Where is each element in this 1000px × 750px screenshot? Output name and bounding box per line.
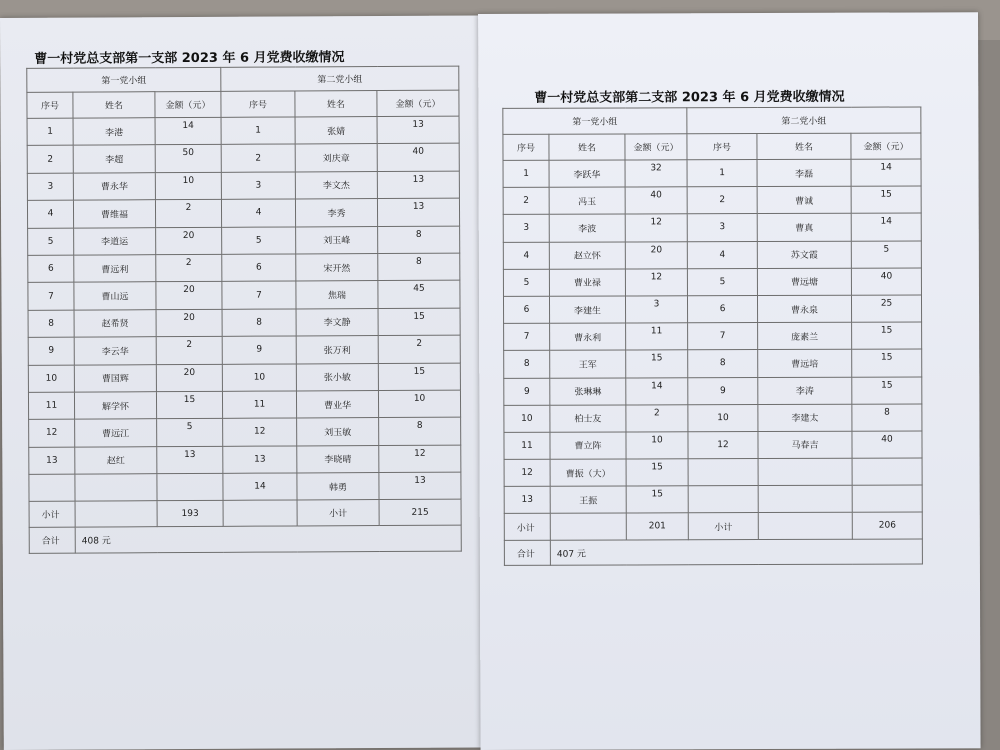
name-cell <box>758 485 852 513</box>
subtotal-cell: 小计 <box>504 514 550 541</box>
name-cell: 曹远利 <box>74 255 156 283</box>
seq-cell: 1 <box>687 160 757 187</box>
name-cell: 曹国辉 <box>74 364 156 392</box>
subtotal-cell: 206 <box>852 512 922 539</box>
amount-cell: 10 <box>378 390 460 418</box>
total-row <box>29 526 461 554</box>
column-header: 序号 <box>687 134 757 160</box>
table-row <box>28 335 460 365</box>
amount-cell: 8 <box>852 404 922 431</box>
column-header-row <box>27 90 459 118</box>
seq-cell: 10 <box>28 365 74 393</box>
total-value: 407 元 <box>550 539 922 565</box>
seq-cell: 14 <box>223 473 297 501</box>
name-cell: 曹业华 <box>296 390 378 418</box>
column-header: 序号 <box>221 91 295 117</box>
name-cell: 曹远江 <box>75 419 157 447</box>
amount-cell: 3 <box>625 296 687 323</box>
name-cell: 曹振（大） <box>550 459 626 486</box>
total-label: 合计 <box>504 541 550 566</box>
name-cell: 冯玉 <box>549 187 625 214</box>
amount-cell: 2 <box>156 254 222 282</box>
name-cell: 李云华 <box>74 337 156 365</box>
subtotal-cell: 小计 <box>29 502 75 528</box>
name-cell: 李文静 <box>296 308 378 336</box>
name-cell: 柏士友 <box>550 405 626 432</box>
table-row <box>504 458 922 487</box>
name-cell: 曹山远 <box>74 282 156 310</box>
group-header: 第一党小组 <box>27 67 221 92</box>
total-row <box>504 539 922 565</box>
table-row <box>503 159 921 188</box>
table-row <box>503 268 921 297</box>
seq-cell: 6 <box>222 254 296 282</box>
seq-cell: 7 <box>28 282 74 310</box>
column-header-row <box>503 133 921 160</box>
amount-cell: 13 <box>379 472 461 500</box>
subtotal-cell <box>223 500 297 526</box>
seq-cell: 12 <box>29 419 75 447</box>
seq-cell: 9 <box>504 378 550 405</box>
name-cell: 焦瑞 <box>296 281 378 309</box>
seq-cell: 10 <box>688 404 758 431</box>
amount-cell: 10 <box>155 172 221 200</box>
amount-cell: 50 <box>155 145 221 173</box>
name-cell: 曹永华 <box>73 172 155 200</box>
amount-cell: 12 <box>625 214 687 241</box>
name-cell: 曹真 <box>757 214 851 242</box>
amount-cell: 8 <box>379 417 461 445</box>
sheet-branch-2 <box>478 12 981 750</box>
name-cell: 赵希贤 <box>74 309 156 337</box>
table-row <box>28 226 460 256</box>
table-row <box>28 280 460 310</box>
seq-cell: 1 <box>221 117 295 145</box>
amount-cell: 15 <box>852 322 922 349</box>
amount-cell: 5 <box>851 241 921 268</box>
subtotal-row <box>504 512 922 540</box>
seq-cell: 6 <box>503 296 549 323</box>
subtotal-cell <box>75 501 157 527</box>
seq-cell: 8 <box>504 351 550 378</box>
seq-cell: 11 <box>28 392 74 420</box>
name-cell <box>758 458 852 486</box>
seq-cell: 8 <box>222 309 296 337</box>
table-row <box>29 472 461 502</box>
column-header: 金额（元） <box>625 134 687 160</box>
name-cell: 张琳琳 <box>550 377 626 404</box>
column-header: 金额（元） <box>155 91 221 117</box>
subtotal-cell: 小计 <box>297 500 379 526</box>
name-cell: 李涛 <box>758 377 852 405</box>
amount-cell: 14 <box>851 213 921 240</box>
seq-cell: 7 <box>504 323 550 350</box>
subtotal-cell: 193 <box>157 501 223 527</box>
amount-cell: 15 <box>852 349 922 376</box>
seq-cell: 9 <box>222 336 296 364</box>
table-row <box>29 417 461 447</box>
table-row <box>28 390 460 420</box>
seq-cell: 5 <box>222 227 296 255</box>
name-cell: 王振 <box>550 486 626 513</box>
amount-cell: 15 <box>626 350 688 377</box>
table-row <box>27 143 459 173</box>
name-cell: 曹诚 <box>757 186 851 214</box>
name-cell: 曹维福 <box>73 200 155 228</box>
name-cell: 刘庆章 <box>295 144 377 172</box>
table-row <box>504 322 922 351</box>
amount-cell: 20 <box>156 309 222 337</box>
amount-cell <box>157 473 223 501</box>
seq-cell: 12 <box>504 459 550 486</box>
name-cell <box>75 474 157 502</box>
group-header: 第二党小组 <box>687 107 921 134</box>
amount-cell: 40 <box>377 143 459 171</box>
name-cell: 李波 <box>549 214 625 241</box>
name-cell: 刘玉敏 <box>297 418 379 446</box>
amount-cell: 15 <box>626 459 688 486</box>
amount-cell: 8 <box>378 226 460 254</box>
name-cell: 韩勇 <box>297 473 379 501</box>
amount-cell: 10 <box>626 432 688 459</box>
name-cell: 解学怀 <box>74 392 156 420</box>
name-cell: 李秀 <box>295 199 377 227</box>
name-cell: 庞素兰 <box>758 322 852 350</box>
group-header-row <box>503 107 921 134</box>
seq-cell: 3 <box>27 173 73 201</box>
amount-cell: 40 <box>852 431 922 458</box>
table-row <box>503 241 921 270</box>
seq-cell: 1 <box>27 118 73 146</box>
name-cell: 李跃华 <box>549 160 625 187</box>
amount-cell: 8 <box>378 253 460 281</box>
name-cell: 曹远培 <box>758 350 852 378</box>
table-row <box>504 485 922 514</box>
column-header: 金额（元） <box>377 90 459 116</box>
amount-cell: 14 <box>851 159 921 186</box>
amount-cell: 2 <box>156 336 222 364</box>
seq-cell: 7 <box>222 281 296 309</box>
seq-cell: 9 <box>688 377 758 404</box>
amount-cell: 45 <box>378 280 460 308</box>
column-header: 姓名 <box>295 91 377 117</box>
amount-cell: 13 <box>377 198 459 226</box>
name-cell: 李道运 <box>74 227 156 255</box>
amount-cell: 15 <box>378 363 460 391</box>
column-header: 序号 <box>27 92 73 118</box>
table-row <box>27 198 459 228</box>
table-row <box>503 295 921 324</box>
name-cell: 马春吉 <box>758 431 852 459</box>
seq-cell: 4 <box>687 241 757 268</box>
seq-cell: 11 <box>222 391 296 419</box>
name-cell: 李建生 <box>549 296 625 323</box>
name-cell: 宋开然 <box>296 253 378 281</box>
seq-cell: 5 <box>28 228 74 256</box>
amount-cell: 20 <box>156 227 222 255</box>
name-cell: 李建太 <box>758 404 852 432</box>
table-row <box>28 308 460 338</box>
seq-cell: 12 <box>688 431 758 458</box>
name-cell: 曹远塘 <box>757 268 851 296</box>
amount-cell: 13 <box>157 446 223 474</box>
name-cell: 李港 <box>73 118 155 146</box>
seq-cell: 13 <box>223 446 297 474</box>
seq-cell: 4 <box>27 200 73 228</box>
name-cell: 曹立阵 <box>550 432 626 459</box>
subtotal-cell <box>758 513 852 540</box>
group-header: 第一党小组 <box>503 108 687 135</box>
sheet-title: 曹一村党总支部第二支部 2023 年 6 月党费收缴情况 <box>534 89 845 106</box>
seq-cell: 2 <box>503 187 549 214</box>
sheet-branch-1 <box>0 15 482 749</box>
seq-cell: 4 <box>221 199 295 227</box>
seq-cell: 8 <box>28 310 74 338</box>
name-cell: 刘玉峰 <box>296 226 378 254</box>
amount-cell: 2 <box>378 335 460 363</box>
amount-cell: 5 <box>157 419 223 447</box>
table-row <box>29 445 461 475</box>
seq-cell: 7 <box>688 323 758 350</box>
seq-cell: 6 <box>688 295 758 322</box>
table-row <box>503 213 921 242</box>
subtotal-row <box>29 500 461 528</box>
column-header: 姓名 <box>549 134 625 160</box>
name-cell: 李超 <box>73 145 155 173</box>
dues-table <box>502 106 923 566</box>
amount-cell: 13 <box>377 116 459 144</box>
seq-cell: 8 <box>688 350 758 377</box>
column-header: 姓名 <box>757 133 851 159</box>
sheet-title: 曹一村党总支部第一支部 2023 年 6 月党费收缴情况 <box>34 50 345 67</box>
amount-cell: 14 <box>155 117 221 145</box>
seq-cell: 4 <box>503 242 549 269</box>
name-cell: 王军 <box>550 350 626 377</box>
seq-cell: 2 <box>687 187 757 214</box>
table-row <box>28 363 460 393</box>
seq-cell: 1 <box>503 160 549 187</box>
table-row <box>504 431 922 460</box>
amount-cell: 20 <box>156 364 222 392</box>
seq-cell: 10 <box>504 405 550 432</box>
seq-cell <box>29 474 75 502</box>
amount-cell: 2 <box>626 404 688 431</box>
name-cell: 曹永泉 <box>758 295 852 323</box>
amount-cell: 12 <box>625 269 687 296</box>
amount-cell: 11 <box>626 323 688 350</box>
amount-cell <box>852 485 922 512</box>
seq-cell: 13 <box>29 447 75 475</box>
name-cell: 李晓晴 <box>297 445 379 473</box>
name-cell: 曹业禄 <box>549 269 625 296</box>
amount-cell: 20 <box>625 241 687 268</box>
table-row <box>504 404 922 433</box>
amount-cell <box>852 458 922 485</box>
subtotal-cell: 215 <box>379 500 461 526</box>
seq-cell: 11 <box>504 432 550 459</box>
amount-cell: 15 <box>156 391 222 419</box>
table-row <box>504 349 922 378</box>
seq-cell: 10 <box>222 363 296 391</box>
name-cell: 张婧 <box>295 117 377 145</box>
column-header: 金额（元） <box>851 133 921 159</box>
table-row <box>28 253 460 283</box>
amount-cell: 40 <box>851 268 921 295</box>
total-label: 合计 <box>29 528 75 554</box>
table-row <box>504 376 922 405</box>
amount-cell: 15 <box>851 186 921 213</box>
amount-cell: 12 <box>379 445 461 473</box>
table-row <box>503 186 921 215</box>
name-cell: 赵红 <box>75 446 157 474</box>
amount-cell: 15 <box>626 486 688 513</box>
total-value: 408 元 <box>75 526 461 554</box>
amount-cell: 20 <box>156 282 222 310</box>
amount-cell: 2 <box>155 200 221 228</box>
column-header: 姓名 <box>73 92 155 118</box>
amount-cell: 40 <box>625 187 687 214</box>
amount-cell: 25 <box>852 295 922 322</box>
name-cell: 李磊 <box>757 159 851 187</box>
seq-cell: 3 <box>221 172 295 200</box>
subtotal-cell <box>550 513 626 540</box>
seq-cell <box>688 486 758 513</box>
seq-cell: 3 <box>503 215 549 242</box>
seq-cell: 13 <box>504 487 550 514</box>
column-header: 序号 <box>503 134 549 160</box>
amount-cell: 15 <box>378 308 460 336</box>
amount-cell: 15 <box>852 376 922 403</box>
group-header: 第二党小组 <box>221 66 459 91</box>
group-header-row <box>27 66 459 92</box>
seq-cell: 5 <box>687 268 757 295</box>
seq-cell: 2 <box>221 144 295 172</box>
name-cell: 张小敏 <box>296 363 378 391</box>
name-cell: 曹永利 <box>550 323 626 350</box>
seq-cell: 3 <box>687 214 757 241</box>
table-row <box>27 171 459 201</box>
name-cell: 张万利 <box>296 336 378 364</box>
seq-cell <box>688 459 758 486</box>
seq-cell: 9 <box>28 337 74 365</box>
subtotal-cell: 201 <box>626 513 688 540</box>
seq-cell: 5 <box>503 269 549 296</box>
amount-cell: 32 <box>625 160 687 187</box>
name-cell: 苏文霞 <box>757 241 851 269</box>
table-row <box>27 116 459 146</box>
name-cell: 赵立怀 <box>549 242 625 269</box>
amount-cell: 14 <box>626 377 688 404</box>
seq-cell: 6 <box>28 255 74 283</box>
seq-cell: 2 <box>27 146 73 174</box>
subtotal-cell: 小计 <box>688 513 758 540</box>
seq-cell: 12 <box>223 418 297 446</box>
name-cell: 李文杰 <box>295 171 377 199</box>
dues-table <box>26 66 462 555</box>
amount-cell: 13 <box>377 171 459 199</box>
